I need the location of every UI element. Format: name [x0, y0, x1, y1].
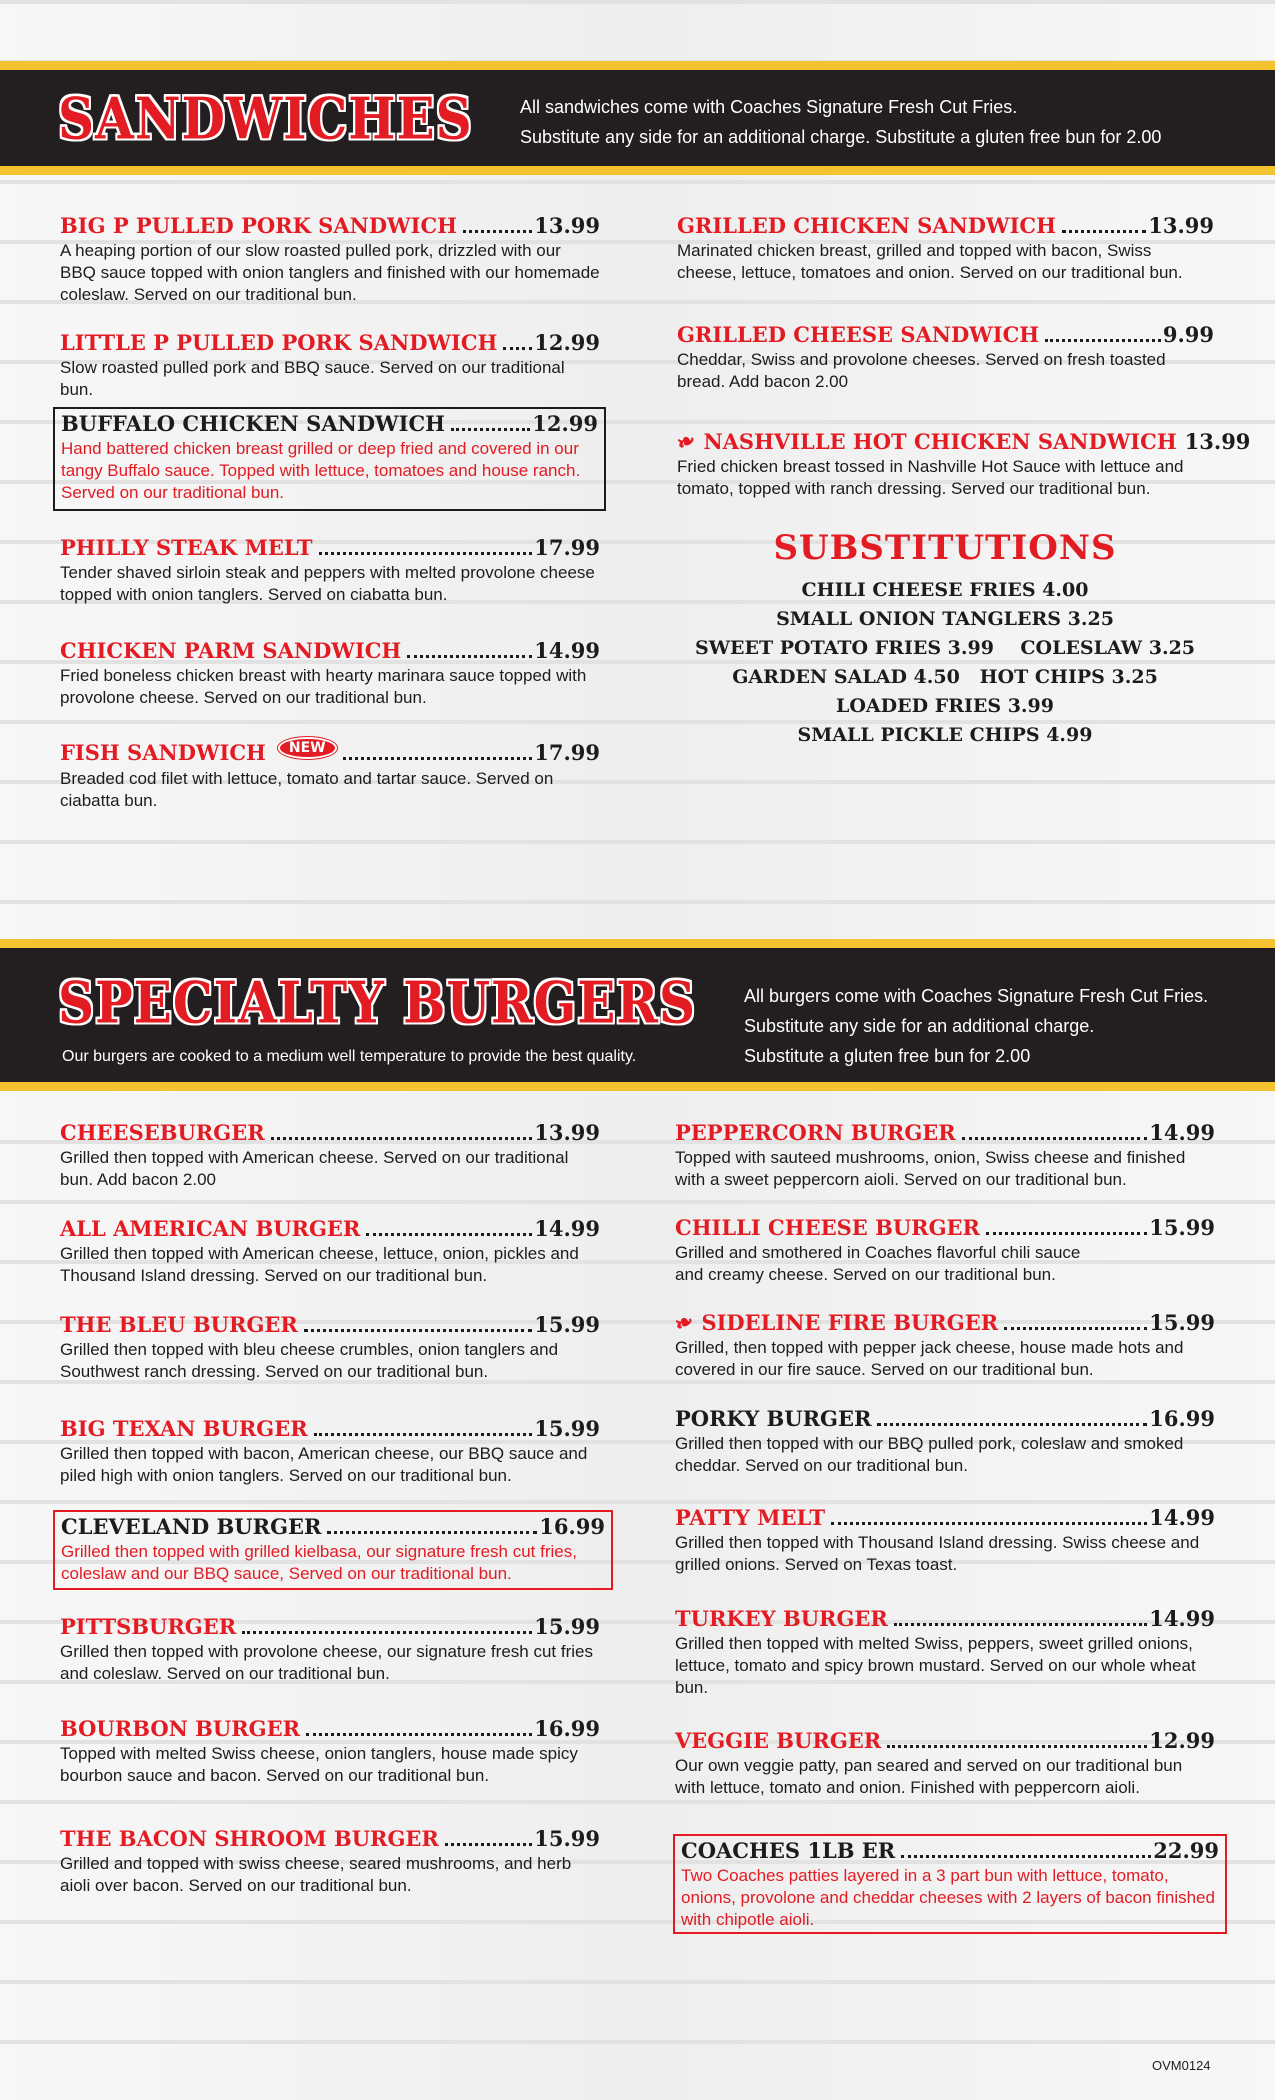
item-price: 17.99	[534, 740, 600, 765]
sandwiches-header-note	[520, 92, 1161, 152]
menu-item	[672, 426, 1251, 500]
menu-item	[60, 1120, 600, 1191]
burgers-header-note	[744, 981, 1208, 1071]
substitution-line: SMALL PICKLE CHIPS 4.99	[797, 724, 1093, 746]
item-description: Fried chicken breast tossed in Nashville Hot Sauce with lettuce and tomato, topped with ranch dressing. Served our traditional bun.	[677, 457, 1184, 498]
item-price: 15.99	[534, 1614, 600, 1639]
item-description: A heaping portion of our slow roasted pulled pork, drizzled with our BBQ sauce topped with onion tanglers and finished with our homemade coleslaw. Served on our traditional bun.	[60, 241, 600, 304]
item-description: Our own veggie patty, pan seared and served on our traditional bun with lettuce, tomato and onion. Finished with peppercorn aioli.	[675, 1756, 1183, 1797]
dot-leader	[319, 552, 533, 555]
chili-pepper-icon: ❧	[670, 1307, 699, 1339]
substitution-line: LOADED FRIES 3.99	[836, 695, 1054, 717]
menu-item	[675, 1728, 1215, 1799]
item-description: Grilled then topped with American cheese, lettuce, onion, pickles and Thousand Island dressing. Served on our traditional bun.	[60, 1244, 579, 1285]
item-description: Grilled then topped with Thousand Island dressing. Swiss cheese and grilled onions. Served on Texas toast.	[675, 1533, 1200, 1574]
item-name: PEPPERCORN BURGER	[675, 1120, 956, 1145]
menu-item	[60, 330, 600, 401]
item-price: 15.99	[1149, 1215, 1215, 1240]
item-description: Grilled then topped with bleu cheese crumbles, onion tanglers and Southwest ranch dressing. Served on our traditional bun.	[60, 1340, 559, 1381]
menu-item	[675, 1215, 1215, 1286]
new-badge: NEW	[278, 737, 337, 759]
item-description: Slow roasted pulled pork and BBQ sauce. Served on our traditional bun.	[60, 358, 565, 399]
substitution-line: SWEET POTATO FRIES 3.99 COLESLAW 3.25	[694, 637, 1196, 659]
substitutions-title: SUBSTITUTIONS	[773, 528, 1117, 568]
item-description: Grilled then topped with American cheese. Served on our traditional bun. Add bacon 2.00	[60, 1148, 569, 1189]
menu-item	[60, 1216, 600, 1287]
item-description: Grilled and topped with swiss cheese, seared mushrooms, and herb aioli over bacon. Served on our traditional bun.	[60, 1854, 572, 1895]
item-description: Topped with sauteed mushrooms, onion, Swiss cheese and finished with a sweet peppercorn aioli. Served on our traditional bun.	[675, 1148, 1186, 1189]
item-price: 12.99	[532, 411, 598, 436]
item-price: 15.99	[534, 1312, 600, 1337]
featured-item-box	[53, 1510, 613, 1590]
dot-leader	[1004, 1327, 1147, 1330]
featured-item-box	[673, 1834, 1227, 1934]
menu-item	[677, 322, 1214, 393]
item-description: Tender shaved sirloin steak and peppers with melted provolone cheese topped with onion tanglers. Served on ciabatta bun.	[60, 563, 595, 604]
menu-item	[60, 1716, 600, 1787]
item-name: TURKEY BURGER	[675, 1606, 888, 1631]
menu-item	[675, 1120, 1215, 1191]
item-price: 14.99	[1149, 1505, 1215, 1530]
burgers-note-line2: Substitute any side for an additional charge.	[744, 1016, 1095, 1036]
item-description: Grilled then topped with bacon, American cheese, our BBQ sauce and piled high with onion tanglers. Served on our traditional bun.	[60, 1444, 588, 1485]
item-name: COACHES 1LB ER	[681, 1838, 896, 1863]
dot-leader	[451, 428, 530, 431]
dot-leader	[831, 1522, 1147, 1525]
item-name: GRILLED CHICKEN SANDWICH	[677, 213, 1056, 238]
item-name: BIG P PULLED PORK SANDWICH	[60, 213, 458, 238]
dot-leader	[242, 1631, 532, 1634]
item-name: BIG TEXAN BURGER	[60, 1416, 308, 1441]
item-description: Marinated chicken breast, grilled and topped with bacon, Swiss cheese, lettuce, tomatoes and onion. Served on our traditional bun.	[677, 241, 1183, 282]
menu-item	[60, 740, 600, 812]
burgers-title: SPECIALTY BURGERS	[58, 968, 697, 1037]
item-price: 12.99	[1149, 1728, 1215, 1753]
dot-leader	[271, 1137, 533, 1140]
dot-leader	[366, 1233, 532, 1236]
dot-leader	[503, 347, 532, 350]
menu-item	[60, 535, 600, 606]
menu-item	[60, 1826, 600, 1897]
item-name: BOURBON BURGER	[60, 1716, 301, 1741]
item-name: ALL AMERICAN BURGER	[60, 1216, 361, 1241]
item-name: CHEESEBURGER	[60, 1120, 265, 1145]
item-name: GRILLED CHEESE SANDWICH	[677, 322, 1040, 347]
item-name: FISH SANDWICH	[60, 740, 266, 765]
item-description: Grilled then topped with melted Swiss, peppers, sweet grilled onions, lettuce, tomato and spicy brown mustard. Served on our whole wheat bun.	[675, 1634, 1196, 1697]
burgers-temperature-note: Our burgers are cooked to a medium well temperature to provide the best quality.	[62, 1048, 637, 1065]
item-price: 9.99	[1162, 322, 1214, 347]
item-name: CLEVELAND BURGER	[61, 1514, 322, 1539]
item-price: 16.99	[539, 1514, 605, 1539]
item-name: BUFFALO CHICKEN SANDWICH	[61, 411, 445, 436]
menu-item	[681, 1838, 1219, 1931]
dot-leader	[1062, 230, 1146, 233]
substitution-line: SMALL ONION TANGLERS 3.25	[776, 608, 1114, 630]
item-price: 12.99	[534, 330, 600, 355]
menu-item	[60, 1614, 600, 1685]
item-description: Cheddar, Swiss and provolone cheeses. Served on fresh toasted bread. Add bacon 2.00	[677, 350, 1166, 391]
item-price: 16.99	[534, 1716, 600, 1741]
item-price: 13.99	[534, 213, 600, 238]
item-price: 15.99	[1149, 1310, 1215, 1335]
item-price: 22.99	[1153, 1838, 1219, 1863]
item-description: Hand battered chicken breast grilled or deep fried and covered in our tangy Buffalo sauce. Topped with lettuce, tomatoes and house ranch. Served on our traditional bun.	[61, 439, 581, 502]
item-price: 13.99	[1148, 213, 1214, 238]
sandwiches-title: SANDWICHES	[58, 84, 473, 153]
substitution-line: GARDEN SALAD 4.50 HOT CHIPS 3.25	[732, 666, 1158, 688]
item-description: Grilled, then topped with pepper jack cheese, house made hots and covered in our fire sauce. Served on our traditional bun.	[675, 1338, 1184, 1379]
item-description: Two Coaches patties layered in a 3 part bun with lettuce, tomato, onions, provolone and cheddar cheeses with 2 layers of bacon finished with chipotle aioli.	[681, 1866, 1215, 1929]
item-price: 16.99	[1149, 1406, 1215, 1431]
item-price: 15.99	[534, 1416, 600, 1441]
substitutions-panel	[690, 528, 1200, 750]
item-name: THE BLEU BURGER	[60, 1312, 298, 1337]
dot-leader	[306, 1733, 532, 1736]
item-name: VEGGIE BURGER	[675, 1728, 882, 1753]
menu-item	[60, 1416, 600, 1487]
menu-item	[60, 638, 600, 709]
item-name: PHILLY STEAK MELT	[60, 535, 313, 560]
item-name: PATTY MELT	[675, 1505, 826, 1530]
dot-leader	[304, 1329, 532, 1332]
item-name: PORKY BURGER	[675, 1406, 872, 1431]
item-price: 15.99	[534, 1826, 600, 1851]
menu-code: OVM0124	[1152, 2058, 1211, 2073]
item-price: 14.99	[534, 1216, 600, 1241]
dot-leader	[877, 1423, 1147, 1426]
chili-pepper-icon: ❧	[672, 426, 701, 458]
dot-leader	[314, 1433, 533, 1436]
item-description: Fried boneless chicken breast with hearty marinara sauce topped with provolone cheese. Served on our traditional bun.	[60, 666, 587, 707]
dot-leader	[407, 655, 532, 658]
item-name: SIDELINE FIRE BURGER	[701, 1310, 999, 1335]
dot-leader	[343, 757, 533, 760]
sandwiches-note-line1: All sandwiches come with Coaches Signature Fresh Cut Fries.	[520, 97, 1018, 117]
menu-item	[61, 1514, 605, 1585]
burgers-note-line1: All burgers come with Coaches Signature Fresh Cut Fries.	[744, 986, 1209, 1006]
item-price: 14.99	[1149, 1120, 1215, 1145]
dot-leader	[962, 1137, 1148, 1140]
menu-item	[61, 411, 598, 504]
item-name: LITTLE P PULLED PORK SANDWICH	[60, 330, 498, 355]
sandwiches-note-line2: Substitute any side for an additional charge. Substitute a gluten free bun for 2.00	[520, 127, 1162, 147]
item-name: THE BACON SHROOM BURGER	[60, 1826, 439, 1851]
item-description: Grilled then topped with provolone cheese, our signature fresh cut fries and coleslaw. Served on our traditional bun.	[60, 1642, 593, 1683]
item-price: 13.99	[534, 1120, 600, 1145]
item-name: PITTSBURGER	[60, 1614, 237, 1639]
item-name: CHILLI CHEESE BURGER	[675, 1215, 981, 1240]
item-description: Grilled then topped with grilled kielbasa, our signature fresh cut fries, coleslaw and our BBQ sauce, Served on our traditional bun.	[61, 1542, 577, 1583]
menu-item	[675, 1406, 1215, 1477]
dot-leader	[327, 1531, 537, 1534]
dot-leader	[463, 230, 532, 233]
dot-leader	[445, 1843, 532, 1846]
item-name: NASHVILLE HOT CHICKEN SANDWICH	[703, 429, 1177, 454]
menu-item	[675, 1505, 1215, 1576]
item-price: 17.99	[534, 535, 600, 560]
dot-leader	[986, 1232, 1147, 1235]
burgers-note-line3: Substitute a gluten free bun for 2.00	[744, 1046, 1031, 1066]
menu-item	[675, 1606, 1215, 1699]
item-description: Breaded cod filet with lettuce, tomato and tartar sauce. Served on ciabatta bun.	[60, 769, 554, 810]
item-description: Grilled and smothered in Coaches flavorful chili sauce and creamy cheese. Served on our traditional bun.	[675, 1243, 1081, 1284]
menu-item	[670, 1307, 1215, 1381]
menu-item	[677, 213, 1214, 284]
item-name: CHICKEN PARM SANDWICH	[60, 638, 402, 663]
item-price: 13.99	[1184, 429, 1251, 454]
dot-leader	[894, 1623, 1147, 1626]
dot-leader	[1045, 339, 1161, 342]
item-price: 14.99	[534, 638, 600, 663]
item-price: 14.99	[1149, 1606, 1215, 1631]
menu-item	[60, 213, 600, 306]
item-description: Grilled then topped with our BBQ pulled pork, coleslaw and smoked cheddar. Served on our traditional bun.	[675, 1434, 1184, 1475]
dot-leader	[901, 1855, 1151, 1858]
menu-item	[60, 1312, 600, 1383]
dot-leader	[887, 1745, 1147, 1748]
featured-item-box	[53, 407, 606, 511]
substitution-line: CHILI CHEESE FRIES 4.00	[801, 579, 1089, 601]
item-description: Topped with melted Swiss cheese, onion tanglers, house made spicy bourbon sauce and bacon. Served on our traditional bun.	[60, 1744, 578, 1785]
